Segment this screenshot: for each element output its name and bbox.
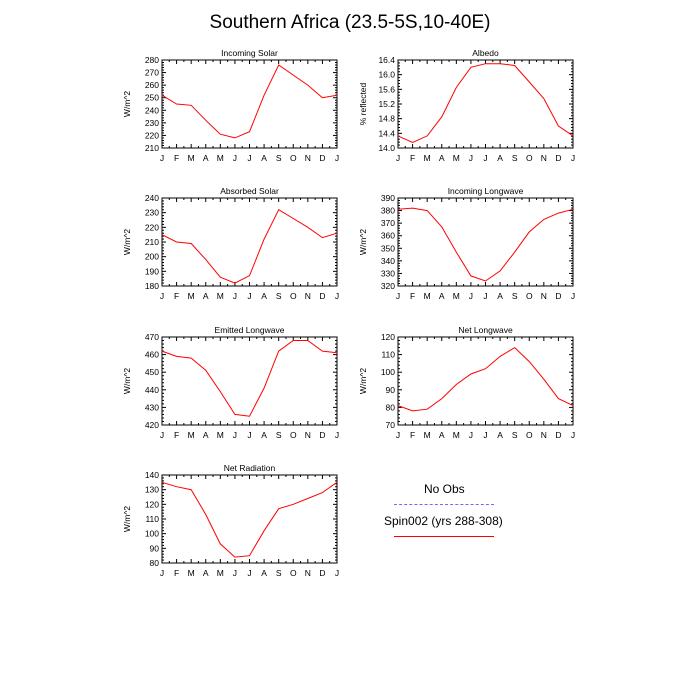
y-tick-label: 260 — [144, 80, 159, 91]
y-tick-label: 370 — [380, 218, 395, 229]
x-tick-label: J — [247, 153, 252, 163]
panel-title: Absorbed Solar — [220, 186, 279, 196]
x-tick-label: M — [216, 291, 224, 301]
x-tick-label: M — [423, 430, 431, 440]
x-tick-label: F — [409, 430, 416, 440]
y-tick-label: 110 — [145, 514, 159, 524]
x-tick-label: A — [261, 291, 267, 301]
y-tick-label: 80 — [149, 558, 159, 568]
x-tick-label: J — [232, 291, 238, 301]
x-tick-label: J — [232, 568, 238, 578]
x-tick-label: D — [319, 430, 326, 440]
legend-obs-label: No Obs — [424, 482, 465, 496]
panel-title: Albedo — [472, 48, 499, 58]
x-tick-label: M — [187, 291, 195, 301]
x-tick-label: N — [304, 153, 311, 163]
y-tick-label: 14.4 — [378, 128, 395, 139]
series-line-spin002-yrs-288-308 — [398, 64, 573, 143]
x-tick-label: J — [159, 153, 165, 163]
x-tick-label: N — [304, 568, 311, 578]
y-tick-label: 230 — [144, 117, 159, 128]
x-tick-label: M — [216, 153, 224, 163]
figure-title: Southern Africa (23.5-5S,10-40E) — [209, 12, 491, 33]
x-tick-label: A — [261, 568, 267, 578]
y-tick-label: 16.0 — [378, 69, 395, 80]
x-tick-label: J — [570, 291, 576, 301]
y-tick-label: 14.8 — [378, 113, 395, 124]
x-tick-label: D — [555, 153, 562, 163]
x-tick-label: A — [202, 291, 209, 301]
panel-incoming-solar — [122, 48, 339, 163]
x-tick-label: F — [409, 153, 416, 163]
x-tick-label: J — [334, 568, 340, 578]
x-tick-label: S — [511, 291, 518, 301]
y-tick-label: 350 — [380, 243, 395, 254]
y-tick-label: 380 — [380, 205, 395, 216]
y-tick-label: 210 — [144, 237, 159, 247]
x-tick-label: S — [275, 291, 282, 301]
y-tick-label: 420 — [144, 420, 159, 430]
x-tick-label: A — [497, 430, 503, 440]
panel-title: Net Radiation — [223, 463, 276, 473]
panel-title: Incoming Solar — [221, 48, 278, 58]
y-tick-label: 70 — [385, 420, 395, 430]
series-line-spin002-yrs-288-308 — [162, 482, 337, 557]
y-tick-label: 330 — [380, 268, 395, 279]
x-tick-label: A — [202, 568, 209, 578]
x-tick-label: A — [497, 291, 503, 301]
x-tick-label: S — [511, 153, 518, 163]
x-tick-label: J — [247, 291, 252, 301]
x-tick-label: S — [275, 568, 282, 578]
x-tick-label: J — [334, 430, 340, 440]
y-tick-label: 80 — [385, 402, 395, 413]
y-tick-label: 110 — [381, 349, 395, 360]
x-tick-label: J — [468, 153, 474, 163]
plot-frame — [162, 198, 337, 286]
x-tick-label: M — [187, 153, 195, 163]
y-tick-label: 240 — [144, 193, 159, 203]
x-tick-label: M — [452, 153, 460, 163]
x-tick-label: M — [423, 153, 431, 163]
x-tick-label: M — [187, 430, 195, 440]
y-tick-label: 15.6 — [378, 84, 395, 95]
y-tick-label: 340 — [380, 255, 395, 266]
x-tick-label: M — [187, 568, 195, 578]
plot-frame — [162, 337, 337, 425]
x-tick-label: F — [173, 291, 180, 301]
legend-obs-line — [394, 504, 494, 505]
x-tick-label: O — [289, 153, 297, 163]
y-tick-label: 470 — [144, 332, 159, 342]
series-line-spin002-yrs-288-308 — [398, 348, 573, 411]
y-tick-label: 140 — [144, 470, 159, 480]
y-axis-label: W/m^2 — [122, 90, 132, 118]
x-tick-label: A — [261, 430, 267, 440]
x-tick-label: J — [395, 153, 401, 163]
x-tick-label: A — [438, 153, 445, 163]
x-tick-label: F — [409, 291, 416, 301]
x-tick-label: J — [159, 291, 165, 301]
y-tick-label: 210 — [144, 143, 159, 153]
panel-title: Incoming Longwave — [447, 186, 524, 196]
x-tick-label: A — [202, 430, 209, 440]
y-tick-label: 360 — [380, 230, 395, 241]
y-tick-label: 190 — [144, 266, 159, 277]
x-tick-label: J — [468, 291, 474, 301]
y-tick-label: 240 — [144, 105, 159, 116]
y-tick-label: 460 — [144, 349, 159, 360]
y-tick-label: 16.4 — [378, 55, 395, 65]
plot-frame — [162, 60, 337, 148]
y-tick-label: 90 — [149, 543, 159, 554]
y-axis-label: W/m^2 — [358, 367, 368, 395]
legend-model-label: Spin002 (yrs 288-308) — [384, 514, 503, 528]
x-tick-label: S — [511, 430, 518, 440]
y-tick-label: 320 — [380, 281, 395, 291]
x-tick-label: J — [570, 430, 576, 440]
x-tick-label: J — [570, 153, 576, 163]
plot-frame — [398, 337, 573, 425]
series-line-spin002-yrs-288-308 — [162, 65, 337, 138]
y-tick-label: 440 — [144, 384, 159, 395]
x-tick-label: A — [202, 153, 209, 163]
x-tick-label: J — [395, 291, 401, 301]
x-tick-label: N — [540, 291, 547, 301]
series-line-spin002-yrs-288-308 — [398, 208, 573, 281]
y-axis-label: % reflected — [358, 82, 368, 126]
panel-albedo — [358, 48, 575, 163]
x-tick-label: M — [216, 430, 224, 440]
legend-model-line — [394, 536, 494, 537]
x-tick-label: J — [334, 153, 340, 163]
x-tick-label: J — [483, 291, 488, 301]
y-tick-label: 390 — [380, 193, 395, 203]
y-tick-label: 220 — [144, 130, 159, 141]
panel-incoming-longwave — [358, 186, 575, 301]
x-tick-label: D — [319, 568, 326, 578]
x-tick-label: M — [452, 291, 460, 301]
y-tick-label: 15.2 — [378, 99, 395, 109]
x-tick-label: J — [159, 568, 165, 578]
y-tick-label: 270 — [144, 67, 159, 78]
x-tick-label: O — [289, 291, 297, 301]
x-tick-label: F — [173, 153, 180, 163]
x-tick-label: J — [159, 430, 165, 440]
y-tick-label: 280 — [144, 55, 159, 65]
x-tick-label: D — [319, 291, 326, 301]
x-tick-label: O — [525, 153, 533, 163]
y-tick-label: 200 — [144, 251, 159, 262]
y-tick-label: 230 — [144, 207, 159, 218]
x-tick-label: N — [540, 153, 547, 163]
series-line-spin002-yrs-288-308 — [162, 210, 337, 283]
y-tick-label: 100 — [380, 367, 395, 378]
x-tick-label: O — [525, 430, 533, 440]
x-tick-label: J — [232, 153, 238, 163]
y-tick-label: 120 — [380, 332, 395, 342]
panel-emitted-longwave — [122, 325, 339, 440]
x-tick-label: D — [555, 291, 562, 301]
x-tick-label: A — [438, 430, 445, 440]
y-axis-label: W/m^2 — [122, 228, 132, 256]
y-tick-label: 250 — [144, 92, 159, 103]
y-tick-label: 120 — [144, 499, 159, 510]
x-tick-label: O — [289, 430, 297, 440]
x-tick-label: S — [275, 430, 282, 440]
y-axis-label: W/m^2 — [122, 505, 132, 533]
x-tick-label: F — [173, 430, 180, 440]
y-tick-label: 90 — [385, 384, 395, 395]
x-tick-label: F — [173, 568, 180, 578]
y-tick-label: 430 — [144, 402, 159, 413]
panel-title: Net Longwave — [458, 325, 513, 335]
x-tick-label: A — [261, 153, 267, 163]
x-tick-label: O — [289, 568, 297, 578]
x-tick-label: N — [304, 430, 311, 440]
x-tick-label: N — [540, 430, 547, 440]
x-tick-label: J — [232, 430, 238, 440]
y-tick-label: 130 — [144, 484, 159, 495]
x-tick-label: J — [247, 568, 252, 578]
x-tick-label: N — [304, 291, 311, 301]
x-tick-label: M — [452, 430, 460, 440]
y-axis-label: W/m^2 — [122, 367, 132, 395]
x-tick-label: O — [525, 291, 533, 301]
x-tick-label: M — [216, 568, 224, 578]
panel-net-radiation — [122, 463, 339, 578]
x-tick-label: D — [319, 153, 326, 163]
panel-title: Emitted Longwave — [214, 325, 285, 335]
y-axis-label: W/m^2 — [358, 228, 368, 256]
series-line-spin002-yrs-288-308 — [162, 341, 337, 417]
x-tick-label: M — [423, 291, 431, 301]
panel-net-longwave — [358, 325, 575, 440]
panel-absorbed-solar — [122, 186, 339, 301]
y-tick-label: 450 — [144, 367, 159, 378]
plot-frame — [398, 198, 573, 286]
legend — [380, 480, 520, 550]
y-tick-label: 100 — [144, 528, 159, 539]
y-tick-label: 14.0 — [378, 143, 395, 153]
x-tick-label: J — [468, 430, 474, 440]
x-tick-label: J — [483, 430, 488, 440]
x-tick-label: D — [555, 430, 562, 440]
x-tick-label: S — [275, 153, 282, 163]
x-tick-label: J — [247, 430, 252, 440]
x-tick-label: A — [497, 153, 503, 163]
x-tick-label: J — [483, 153, 488, 163]
y-tick-label: 220 — [144, 222, 159, 233]
x-tick-label: J — [395, 430, 401, 440]
x-tick-label: A — [438, 291, 445, 301]
plot-frame — [162, 475, 337, 563]
y-tick-label: 180 — [144, 281, 159, 291]
x-tick-label: J — [334, 291, 340, 301]
